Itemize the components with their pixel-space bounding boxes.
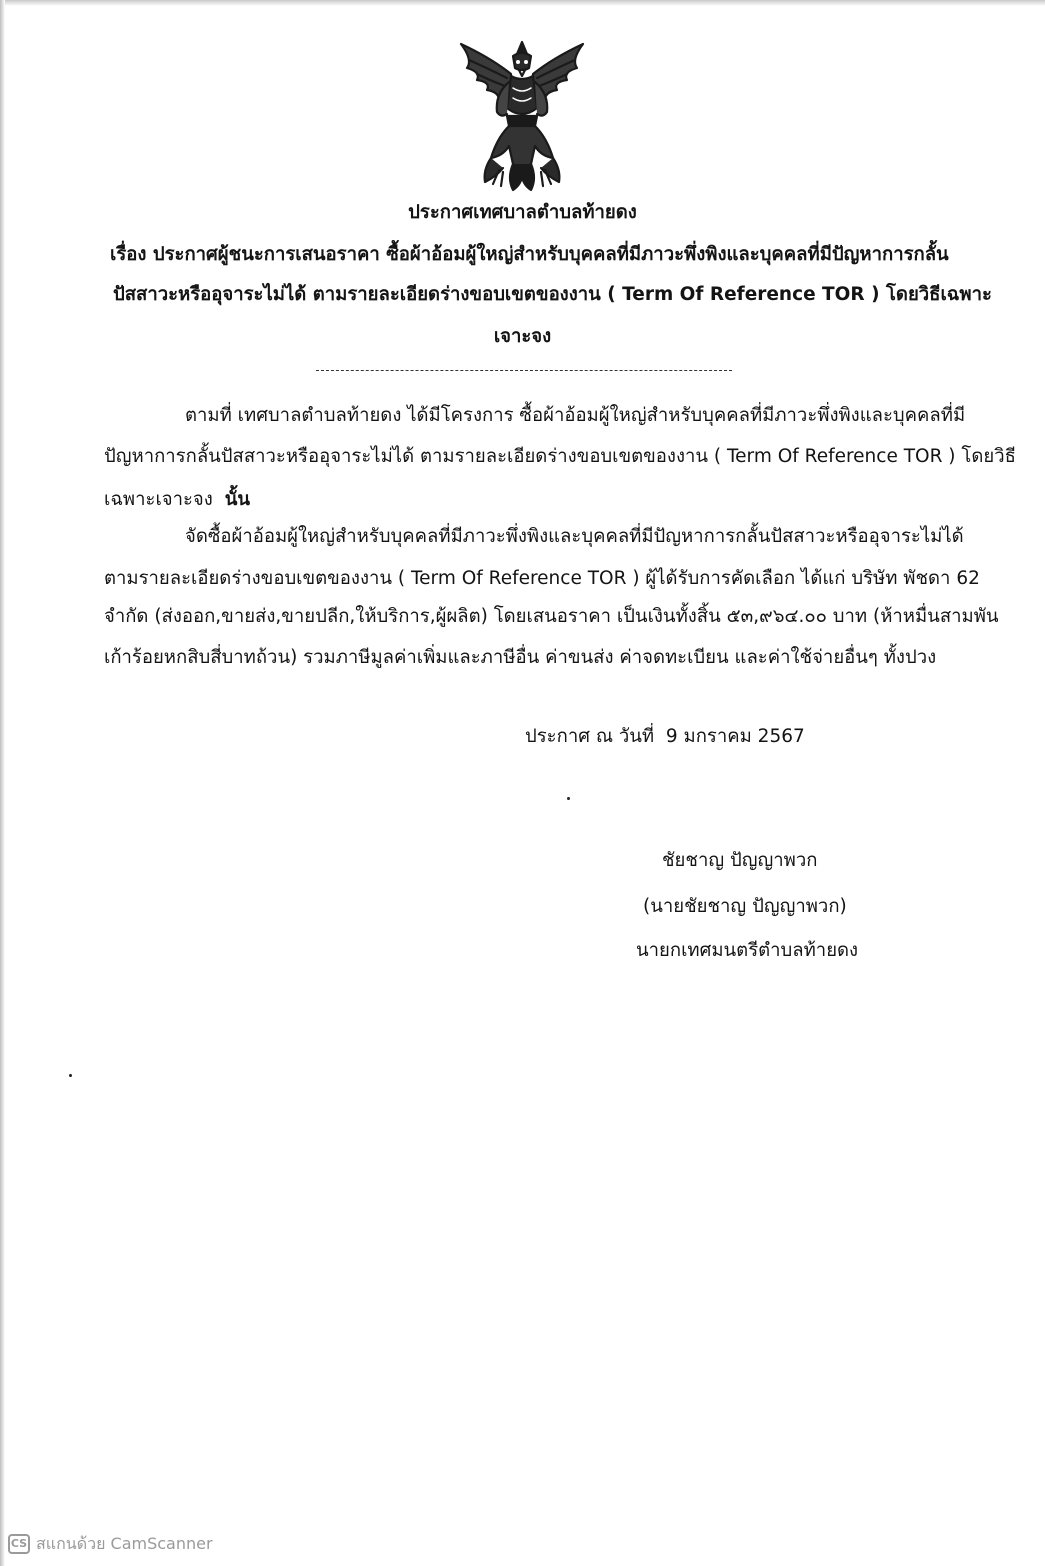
camscanner-text: สแกนด้วย CamScanner (36, 1533, 213, 1553)
paragraph2-line-4: เก้าร้อยหกสิบสี่บาทถ้วน) รวมภาษีมูลค่าเพิ่มและภาษีอื่น ค่าขนส่ง ค่าจดทะเบียน และค่าใช้จ่ายอื่นๆ ทั้งปวง (104, 647, 937, 668)
garuda-emblem-icon (447, 38, 597, 196)
signatory-position: นายกเทศมนตรีตำบลท้ายดง (636, 940, 859, 961)
scan-edge-left (0, 0, 5, 1566)
camscanner-logo-icon: CS (8, 1534, 30, 1554)
signatory-full-name: (นายชัยชาญ ปัญญาพวก) (643, 896, 847, 917)
paragraph2-line-1: จัดซื้อผ้าอ้อมผู้ใหญ่สำหรับบุคคลที่มีภาวะพึ่งพิงและบุคคลที่มีปัญหาการกลั้นปัสสาวะหรืออุจาระไม่ได้ (185, 526, 964, 547)
camscanner-watermark (8, 1532, 213, 1556)
scan-speck (69, 1074, 72, 1077)
paragraph1-line-1: ตามที่ เทศบาลตำบลท้ายดง ได้มีโครงการ ซื้อผ้าอ้อมผู้ใหญ่สำหรับบุคคลที่มีภาวะพึ่งพิงและบุคคลที่มี (185, 405, 966, 426)
paragraph2-line-3: จำกัด (ส่งออก,ขายส่ง,ขายปลีก,ให้บริการ,ผู้ผลิต) โดยเสนอราคา เป็นเงินทั้งสิ้น ๕๓,๙๖๔.๐๐ บาท (ห้าหมื่นสามพัน (104, 606, 999, 627)
paragraph1-line-3 (104, 488, 250, 512)
separator-line (316, 370, 732, 371)
scan-speck (567, 797, 570, 800)
subject-line-1: เรื่อง ประกาศผู้ชนะการเสนอราคา ซื้อผ้าอ้อมผู้ใหญ่สำหรับบุคคลที่มีภาวะพึ่งพิงและบุคคลที่มีปัญหาการกลั้น (110, 244, 949, 265)
paragraph1-line-2: ปัญหาการกลั้นปัสสาวะหรืออุจาระไม่ได้ ตามรายละเอียดร่างขอบเขตของงาน ( Term Of Reference TOR ) โดยวิธี (104, 446, 1016, 467)
paragraph1-method: เฉพาะเจาะจง (104, 489, 213, 510)
subject-line-2: ปัสสาวะหรืออุจาระไม่ได้ ตามรายละเอียดร่างขอบเขตของงาน ( Term Of Reference TOR ) โดยวิธีเฉพาะ (113, 284, 992, 305)
paragraph1-end-word: นั้น (224, 489, 250, 510)
announcement-date: ประกาศ ณ วันที่ 9 มกราคม 2567 (525, 726, 805, 747)
paragraph2-line-2: ตามรายละเอียดร่างขอบเขตของงาน ( Term Of Reference TOR ) ผู้ได้รับการคัดเลือก ได้แก่ บริษัท พัชดา 62 (104, 568, 980, 589)
signature-name: ชัยชาญ ปัญญาพวก (662, 850, 818, 871)
document-title: ประกาศเทศบาลตำบลท้ายดง (408, 202, 637, 223)
scan-edge-top (0, 0, 1045, 6)
subject-line-3: เจาะจง (493, 326, 552, 347)
